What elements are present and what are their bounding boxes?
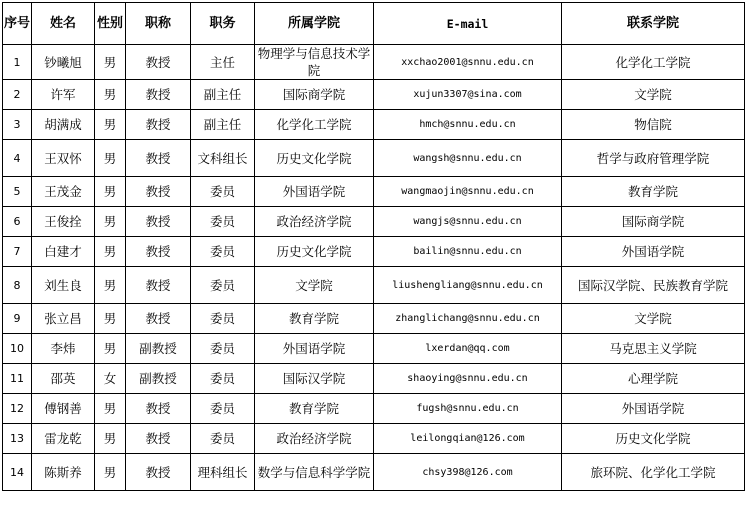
cell-position: 委员 <box>191 304 255 334</box>
header-liaison: 联系学院 <box>562 3 745 45</box>
table-row <box>3 177 745 207</box>
table-row <box>3 364 745 394</box>
cell-index: 1 <box>3 45 32 80</box>
cell-position: 委员 <box>191 207 255 237</box>
cell-name: 王俊拴 <box>32 207 95 237</box>
cell-liaison: 马克思主义学院 <box>562 334 745 364</box>
cell-title: 教授 <box>126 424 191 454</box>
cell-email: liushengliang@snnu.edu.cn <box>374 267 562 304</box>
cell-title: 副教授 <box>126 364 191 394</box>
table-body <box>3 45 745 491</box>
cell-email: bailin@snnu.edu.cn <box>374 237 562 267</box>
cell-position: 委员 <box>191 424 255 454</box>
cell-email: leilongqian@126.com <box>374 424 562 454</box>
cell-title: 教授 <box>126 177 191 207</box>
cell-college: 化学化工学院 <box>255 110 374 140</box>
cell-liaison: 国际商学院 <box>562 207 745 237</box>
cell-gender: 女 <box>95 364 126 394</box>
header-title: 职称 <box>126 3 191 45</box>
cell-name: 刘生良 <box>32 267 95 304</box>
cell-liaison: 旅环院、化学化工学院 <box>562 454 745 491</box>
cell-gender: 男 <box>95 110 126 140</box>
cell-college: 教育学院 <box>255 304 374 334</box>
table-row <box>3 45 745 80</box>
cell-position: 主任 <box>191 45 255 80</box>
cell-index: 13 <box>3 424 32 454</box>
cell-liaison: 文学院 <box>562 80 745 110</box>
cell-email: xxchao2001@snnu.edu.cn <box>374 45 562 80</box>
cell-index: 7 <box>3 237 32 267</box>
cell-email: lxerdan@qq.com <box>374 334 562 364</box>
cell-college: 历史文化学院 <box>255 140 374 177</box>
cell-college: 外国语学院 <box>255 177 374 207</box>
cell-gender: 男 <box>95 207 126 237</box>
cell-college: 数学与信息科学学院 <box>255 454 374 491</box>
cell-liaison: 外国语学院 <box>562 394 745 424</box>
cell-email: chsy398@126.com <box>374 454 562 491</box>
cell-index: 3 <box>3 110 32 140</box>
cell-liaison: 物信院 <box>562 110 745 140</box>
cell-index: 4 <box>3 140 32 177</box>
header-email: E-mail <box>374 3 562 45</box>
cell-gender: 男 <box>95 45 126 80</box>
cell-liaison: 教育学院 <box>562 177 745 207</box>
cell-name: 王茂金 <box>32 177 95 207</box>
header-gender: 性别 <box>95 3 126 45</box>
cell-name: 张立昌 <box>32 304 95 334</box>
cell-college: 物理学与信息技术学院 <box>255 45 374 80</box>
cell-college: 国际商学院 <box>255 80 374 110</box>
table-row <box>3 80 745 110</box>
cell-email: fugsh@snnu.edu.cn <box>374 394 562 424</box>
cell-college: 政治经济学院 <box>255 424 374 454</box>
cell-position: 委员 <box>191 394 255 424</box>
cell-title: 教授 <box>126 207 191 237</box>
cell-liaison: 化学化工学院 <box>562 45 745 80</box>
cell-college: 政治经济学院 <box>255 207 374 237</box>
cell-position: 理科组长 <box>191 454 255 491</box>
cell-gender: 男 <box>95 424 126 454</box>
cell-college: 文学院 <box>255 267 374 304</box>
table-row <box>3 424 745 454</box>
cell-liaison: 历史文化学院 <box>562 424 745 454</box>
cell-title: 教授 <box>126 304 191 334</box>
cell-gender: 男 <box>95 80 126 110</box>
cell-name: 邵英 <box>32 364 95 394</box>
cell-email: shaoying@snnu.edu.cn <box>374 364 562 394</box>
cell-gender: 男 <box>95 237 126 267</box>
cell-email: zhanglichang@snnu.edu.cn <box>374 304 562 334</box>
cell-college: 历史文化学院 <box>255 237 374 267</box>
cell-position: 委员 <box>191 177 255 207</box>
cell-position: 副主任 <box>191 80 255 110</box>
cell-title: 副教授 <box>126 334 191 364</box>
table-row <box>3 140 745 177</box>
cell-position: 委员 <box>191 334 255 364</box>
cell-gender: 男 <box>95 334 126 364</box>
cell-liaison: 国际汉学院、民族教育学院 <box>562 267 745 304</box>
cell-liaison: 心理学院 <box>562 364 745 394</box>
cell-position: 副主任 <box>191 110 255 140</box>
cell-name: 胡满成 <box>32 110 95 140</box>
header-name: 姓名 <box>32 3 95 45</box>
cell-title: 教授 <box>126 454 191 491</box>
cell-college: 国际汉学院 <box>255 364 374 394</box>
cell-name: 许军 <box>32 80 95 110</box>
cell-title: 教授 <box>126 267 191 304</box>
cell-name: 王双怀 <box>32 140 95 177</box>
cell-email: wangsh@snnu.edu.cn <box>374 140 562 177</box>
cell-index: 14 <box>3 454 32 491</box>
table-row <box>3 394 745 424</box>
cell-name: 李炜 <box>32 334 95 364</box>
cell-name: 钞曦旭 <box>32 45 95 80</box>
header-position: 职务 <box>191 3 255 45</box>
cell-email: wangjs@snnu.edu.cn <box>374 207 562 237</box>
cell-liaison: 外国语学院 <box>562 237 745 267</box>
cell-name: 雷龙乾 <box>32 424 95 454</box>
cell-liaison: 文学院 <box>562 304 745 334</box>
cell-email: hmch@snnu.edu.cn <box>374 110 562 140</box>
cell-college: 外国语学院 <box>255 334 374 364</box>
table-row <box>3 304 745 334</box>
cell-email: xujun3307@sina.com <box>374 80 562 110</box>
table-row <box>3 110 745 140</box>
cell-email: wangmaojin@snnu.edu.cn <box>374 177 562 207</box>
cell-gender: 男 <box>95 394 126 424</box>
cell-title: 教授 <box>126 394 191 424</box>
cell-index: 10 <box>3 334 32 364</box>
header-college: 所属学院 <box>255 3 374 45</box>
cell-college: 教育学院 <box>255 394 374 424</box>
cell-index: 6 <box>3 207 32 237</box>
cell-name: 白建才 <box>32 237 95 267</box>
cell-gender: 男 <box>95 267 126 304</box>
header-row <box>3 3 745 45</box>
cell-index: 5 <box>3 177 32 207</box>
cell-gender: 男 <box>95 140 126 177</box>
cell-position: 委员 <box>191 267 255 304</box>
table-row <box>3 237 745 267</box>
cell-index: 8 <box>3 267 32 304</box>
cell-index: 2 <box>3 80 32 110</box>
cell-index: 11 <box>3 364 32 394</box>
table-row <box>3 454 745 491</box>
cell-title: 教授 <box>126 237 191 267</box>
table-row <box>3 267 745 304</box>
cell-name: 傅钢善 <box>32 394 95 424</box>
cell-index: 9 <box>3 304 32 334</box>
cell-title: 教授 <box>126 80 191 110</box>
cell-gender: 男 <box>95 454 126 491</box>
cell-title: 教授 <box>126 140 191 177</box>
table-row <box>3 334 745 364</box>
table-row <box>3 207 745 237</box>
cell-gender: 男 <box>95 177 126 207</box>
cell-gender: 男 <box>95 304 126 334</box>
cell-position: 文科组长 <box>191 140 255 177</box>
cell-title: 教授 <box>126 45 191 80</box>
committee-table <box>2 2 745 491</box>
cell-name: 陈斯养 <box>32 454 95 491</box>
cell-index: 12 <box>3 394 32 424</box>
cell-liaison: 哲学与政府管理学院 <box>562 140 745 177</box>
cell-position: 委员 <box>191 237 255 267</box>
cell-position: 委员 <box>191 364 255 394</box>
header-index: 序号 <box>3 3 32 45</box>
cell-title: 教授 <box>126 110 191 140</box>
